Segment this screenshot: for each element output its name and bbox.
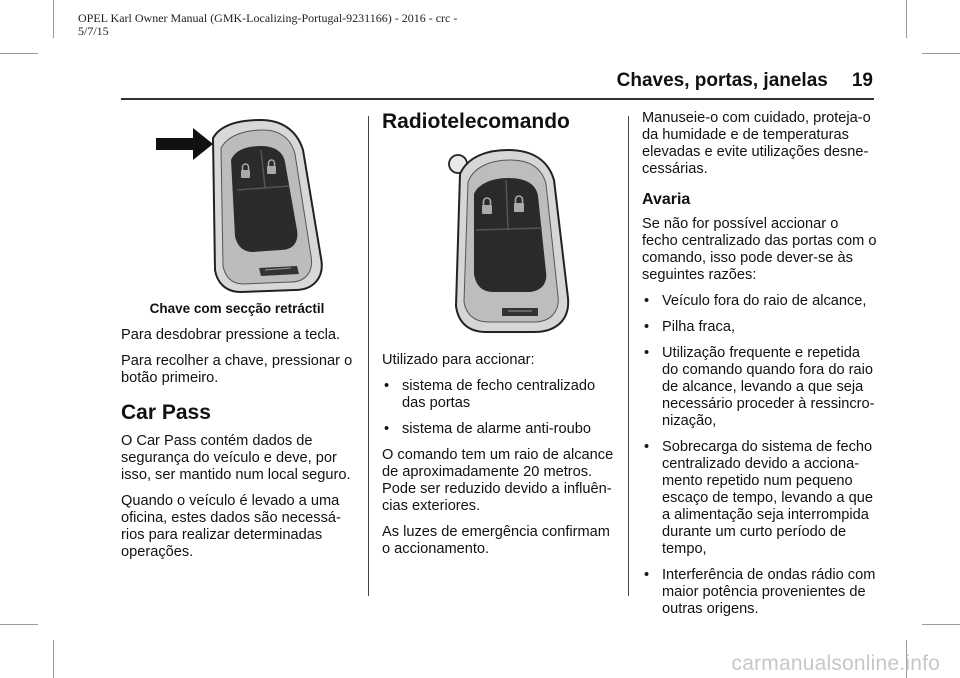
- column-divider: [368, 116, 369, 596]
- bullet-marker: •: [644, 319, 650, 335]
- list-item-text: Sobrecarga do sistema de fecho centralizado devido a acciona-mento repetido num pequeno escaço de tempo, levando a que a alimentação seja interrompida durante um curto período de tempo,: [662, 439, 873, 557]
- paragraph: O Car Pass contém dados de segurança do veículo e deve, por isso, ser mantido num local seguro.: [121, 433, 351, 483]
- bullet-list: [382, 378, 614, 438]
- column-divider: [628, 116, 629, 596]
- list-item-text: Veículo fora do raio de alcance,: [662, 293, 867, 309]
- watermark: carmanualsonline.info: [731, 652, 940, 675]
- paragraph: Manuseie-o com cuidado, proteja-o da humidade e de temperaturas elevadas e evite utilizações desne-cessárias.: [642, 110, 871, 177]
- list-item: [382, 378, 614, 412]
- arrow-icon: [156, 128, 213, 160]
- crop-mark: [53, 640, 54, 678]
- crop-mark: [922, 624, 960, 625]
- print-metadata-line: OPEL Karl Owner Manual (GMK-Localizing-Portugal-9231166) - 2016 - crc -: [78, 11, 458, 25]
- list-item: [642, 345, 878, 430]
- list-item-text: sistema de alarme anti-roubo: [402, 421, 591, 437]
- header-rule: [121, 98, 874, 100]
- bullet-marker: •: [644, 345, 650, 361]
- key-fob-icon: [121, 110, 353, 296]
- paragraph: O comando tem um raio de alcance de aproximadamente 20 metros. Pode ser reduzido devido a influên-cias exteriores.: [382, 447, 614, 514]
- list-item-text: Pilha fraca,: [662, 319, 736, 335]
- crop-mark: [53, 0, 54, 38]
- print-metadata: [78, 12, 518, 38]
- figure-caption: Chave com secção retráctil: [149, 301, 325, 316]
- bullet-marker: •: [384, 378, 390, 394]
- bullet-marker: •: [644, 293, 650, 309]
- middle-column: [382, 110, 614, 567]
- bullet-marker: •: [644, 567, 650, 583]
- list-item-text: Interferência de ondas rádio com maior potência provenientes de outras origens.: [662, 567, 876, 617]
- list-item: [382, 421, 614, 438]
- paragraph: As luzes de emergência confirmam o accionamento.: [382, 524, 610, 557]
- page-number: 19: [851, 70, 873, 91]
- left-column: [121, 110, 353, 570]
- list-item: [642, 567, 878, 618]
- crop-mark: [0, 53, 38, 54]
- paragraph: Para desdobrar pressione a tecla.: [121, 327, 341, 343]
- list-item: [642, 439, 878, 558]
- paragraph: Para recolher a chave, pressionar o botão primeiro.: [121, 353, 353, 386]
- list-item-text: Utilização frequente e repetida do comando quando fora do raio de alcance, levando a que seja necessário proceder à ressincro-nização,: [662, 345, 875, 429]
- paragraph: Quando o veículo é levado a uma oficina, estes dados são necessá-rios para realizar determinadas operações.: [121, 493, 341, 560]
- paragraph: Utilizado para accionar:: [382, 352, 535, 368]
- list-item: [642, 293, 878, 310]
- section-heading: Radiotelecomando: [382, 110, 570, 133]
- section-title: Chaves, portas, janelas: [616, 70, 828, 91]
- list-item: [642, 319, 878, 336]
- bullet-marker: •: [384, 421, 390, 437]
- right-column: [642, 110, 878, 627]
- crop-mark: [922, 53, 960, 54]
- key-fob-icon: [382, 142, 614, 338]
- crop-mark: [0, 624, 38, 625]
- bullet-marker: •: [644, 439, 650, 455]
- section-heading: Car Pass: [121, 401, 211, 424]
- bullet-list: [642, 293, 878, 618]
- paragraph: Se não for possível accionar o fecho centralizado das portas com o comando, isso pode dever-se às seguintes razões:: [642, 216, 877, 283]
- crop-mark: [906, 0, 907, 38]
- print-metadata-line: 5/7/15: [78, 24, 109, 38]
- running-header: [617, 70, 873, 92]
- list-item-text: sistema de fecho centralizado das portas: [402, 378, 596, 411]
- subsection-heading: Avaria: [642, 191, 691, 208]
